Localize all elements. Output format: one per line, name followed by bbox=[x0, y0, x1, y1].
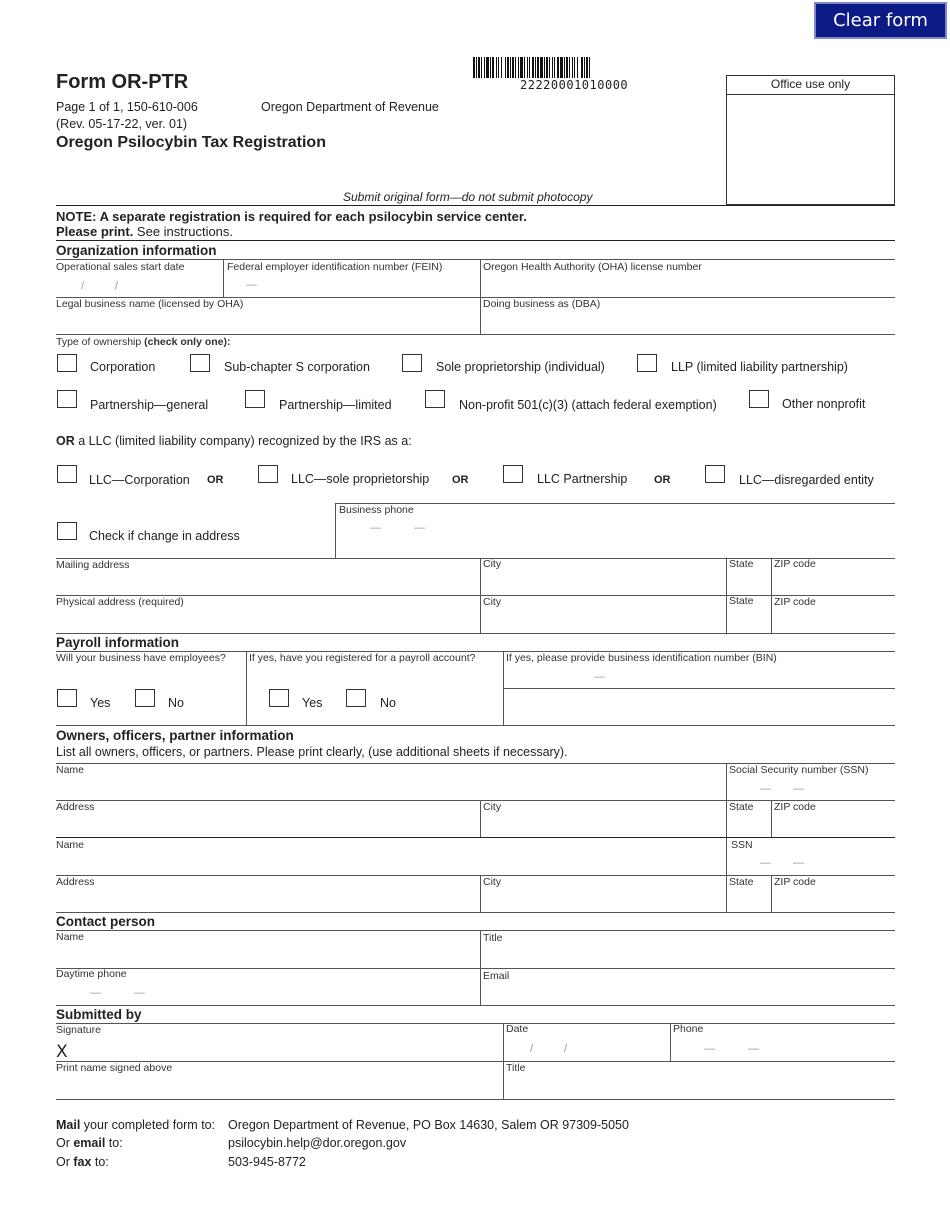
oha-label: Oregon Health Authority (OHA) license number bbox=[483, 261, 702, 273]
owner1-name-label: Name bbox=[56, 764, 85, 776]
signature-label: Signature bbox=[56, 1024, 101, 1036]
llc-intro-text: a LLC (limited liability company) recognized by the IRS as a: bbox=[74, 434, 412, 448]
oha-field[interactable] bbox=[482, 274, 894, 296]
bin-question: If yes, please provide business identification number (BIN) bbox=[506, 652, 777, 664]
contact-title-field[interactable] bbox=[482, 944, 894, 966]
office-use-box bbox=[726, 75, 895, 205]
owner2-city-field[interactable] bbox=[482, 889, 724, 910]
please-print-bold: Please print. bbox=[56, 224, 134, 239]
owner2-state-label: State bbox=[729, 876, 754, 888]
payroll-yes-label: Yes bbox=[302, 696, 323, 710]
employees-question: Will your business have employees? bbox=[56, 652, 226, 664]
mail-bold: Mail bbox=[56, 1118, 81, 1132]
llc-sole-proprietorship-checkbox[interactable] bbox=[258, 465, 278, 483]
physical-city-label: City bbox=[483, 596, 502, 608]
mailing-zip-label: ZIP code bbox=[774, 558, 816, 570]
fax-pre: Or bbox=[56, 1155, 74, 1169]
physical-address-label: Physical address (required) bbox=[56, 596, 184, 608]
owner2-state-field[interactable] bbox=[728, 889, 769, 910]
owner2-name-label: Name bbox=[56, 839, 85, 851]
contact-email-label: Email bbox=[483, 970, 510, 982]
change-address-checkbox[interactable] bbox=[57, 522, 77, 540]
llc-intro bbox=[56, 434, 412, 448]
physical-state-label: State bbox=[729, 595, 754, 607]
corporation-label: Corporation bbox=[90, 360, 156, 374]
legal-name-field[interactable] bbox=[56, 311, 478, 333]
other-nonprofit-label: Other nonprofit bbox=[782, 397, 866, 411]
form-name: Oregon Psilocybin Tax Registration bbox=[56, 134, 326, 151]
section-contact: Contact person bbox=[56, 914, 156, 929]
mailing-address-field[interactable] bbox=[56, 572, 478, 594]
email-bold: email bbox=[73, 1136, 106, 1150]
partnership-general-checkbox[interactable] bbox=[57, 390, 77, 408]
physical-city-field[interactable] bbox=[482, 609, 724, 631]
owner1-name-field[interactable] bbox=[56, 777, 724, 799]
section-submitted-by: Submitted by bbox=[56, 1007, 142, 1022]
contact-phone-field[interactable] bbox=[56, 981, 478, 1003]
mail-label bbox=[56, 1118, 215, 1132]
barcode-number: 22220001010000 bbox=[520, 78, 629, 92]
employees-yes-checkbox[interactable] bbox=[57, 689, 77, 707]
owner1-city-label: City bbox=[483, 801, 502, 813]
contact-phone-label: Daytime phone bbox=[56, 968, 127, 980]
llp-checkbox[interactable] bbox=[637, 354, 657, 372]
payroll-no-label: No bbox=[380, 696, 396, 710]
mail-address: Oregon Department of Revenue, PO Box 14630, Salem OR 97309-5050 bbox=[228, 1118, 629, 1132]
sole-proprietorship-checkbox[interactable] bbox=[402, 354, 422, 372]
llc-sole-proprietorship-label: LLC—sole proprietorship bbox=[291, 472, 430, 486]
barcode bbox=[473, 57, 685, 79]
change-address-label: Check if change in address bbox=[89, 529, 240, 543]
fax-label bbox=[56, 1155, 109, 1169]
business-phone-field[interactable] bbox=[337, 517, 893, 555]
owner2-zip-label: ZIP code bbox=[774, 876, 816, 888]
submit-phone-label: Phone bbox=[673, 1023, 704, 1035]
employees-no-checkbox[interactable] bbox=[135, 689, 155, 707]
sole-proprietorship-label: Sole proprietorship (individual) bbox=[436, 360, 605, 374]
mailing-address-label: Mailing address bbox=[56, 559, 130, 571]
partnership-general-label: Partnership—general bbox=[90, 398, 209, 412]
section-organization: Organization information bbox=[56, 243, 217, 258]
submit-date-label: Date bbox=[506, 1023, 529, 1035]
fax-bold: fax bbox=[73, 1155, 92, 1169]
physical-state-field[interactable] bbox=[728, 609, 769, 631]
department: Oregon Department of Revenue bbox=[261, 100, 439, 114]
mailing-city-label: City bbox=[483, 558, 502, 570]
bin-field[interactable] bbox=[505, 666, 894, 687]
revision: (Rev. 05-17-22, ver. 01) bbox=[56, 117, 188, 131]
owner1-zip-label: ZIP code bbox=[774, 801, 816, 813]
llc-or: OR bbox=[56, 434, 75, 448]
payroll-account-question: If yes, have you registered for a payroll account? bbox=[249, 652, 476, 664]
email-address: psilocybin.help@dor.oregon.gov bbox=[228, 1136, 407, 1150]
mailing-state-label: State bbox=[729, 558, 754, 570]
sub-s-corporation-label: Sub-chapter S corporation bbox=[224, 360, 370, 374]
physical-zip-label: ZIP code bbox=[774, 596, 816, 608]
owner2-ssn-label: SSN bbox=[731, 839, 753, 851]
owner2-city-label: City bbox=[483, 876, 502, 888]
owner1-state-field[interactable] bbox=[728, 814, 769, 835]
owners-instructions: List all owners, officers, or partners. Please print clearly, (use additional sheets if necessary). bbox=[56, 745, 568, 759]
page-info: Page 1 of 1, 150-610-006 bbox=[56, 100, 198, 114]
form-title: Form OR-PTR bbox=[56, 71, 189, 93]
mailing-city-field[interactable] bbox=[482, 572, 724, 594]
owner1-ssn-field[interactable] bbox=[728, 777, 894, 799]
clear-form-button[interactable]: Clear form bbox=[814, 2, 947, 39]
mailing-state-field[interactable] bbox=[728, 572, 769, 594]
section-payroll: Payroll information bbox=[56, 635, 180, 650]
payroll-yes-checkbox[interactable] bbox=[269, 689, 289, 707]
fax-number: 503-945-8772 bbox=[228, 1155, 306, 1169]
payroll-no-checkbox[interactable] bbox=[346, 689, 366, 707]
dba-field[interactable] bbox=[482, 311, 894, 333]
email-pre: Or bbox=[56, 1136, 74, 1150]
signature-x-mark: X bbox=[56, 1042, 68, 1062]
see-instructions: See instructions. bbox=[133, 224, 234, 239]
submit-note: Submit original form—do not submit photocopy bbox=[343, 190, 593, 204]
fax-post: to: bbox=[91, 1155, 109, 1169]
llc-corporation-label: LLC—Corporation bbox=[89, 473, 190, 487]
contact-name-field[interactable] bbox=[56, 944, 478, 966]
owner1-address-field[interactable] bbox=[56, 814, 478, 835]
llc-corporation-checkbox[interactable] bbox=[57, 465, 77, 483]
sub-s-corporation-checkbox[interactable] bbox=[190, 354, 210, 372]
employees-yes-label: Yes bbox=[90, 696, 111, 710]
owner1-ssn-label: Social Security number (SSN) bbox=[729, 764, 869, 776]
owner1-address-label: Address bbox=[56, 801, 95, 813]
ownership-label bbox=[56, 336, 231, 348]
ownership-label-text: Type of ownership bbox=[56, 336, 145, 348]
physical-zip-field[interactable] bbox=[773, 609, 894, 631]
other-nonprofit-checkbox[interactable] bbox=[749, 390, 769, 408]
corporation-checkbox[interactable] bbox=[57, 354, 77, 372]
owner1-zip-field[interactable] bbox=[773, 814, 894, 835]
contact-name-label: Name bbox=[56, 931, 85, 943]
submit-date-field[interactable] bbox=[505, 1038, 668, 1059]
email-post: to: bbox=[105, 1136, 123, 1150]
signature-field[interactable] bbox=[76, 1038, 501, 1059]
fein-field[interactable] bbox=[225, 274, 478, 296]
non-profit-label: Non-profit 501(c)(3) (attach federal exemption) bbox=[459, 398, 717, 412]
start-date-label: Operational sales start date bbox=[56, 261, 185, 273]
owner2-zip-field[interactable] bbox=[773, 889, 894, 910]
owner2-address-label: Address bbox=[56, 876, 95, 888]
owner1-state-label: State bbox=[729, 801, 754, 813]
mailing-zip-field[interactable] bbox=[773, 572, 894, 594]
start-date-field[interactable] bbox=[56, 274, 221, 296]
mail-rest: your completed form to: bbox=[80, 1118, 216, 1132]
print-name-label: Print name signed above bbox=[56, 1062, 173, 1074]
llc-disregarded-checkbox[interactable] bbox=[705, 465, 725, 483]
employees-no-label: No bbox=[168, 696, 184, 710]
contact-email-field[interactable] bbox=[482, 981, 894, 1003]
email-label bbox=[56, 1136, 123, 1150]
contact-title-label: Title bbox=[483, 932, 503, 944]
submit-title-label: Title bbox=[506, 1062, 526, 1074]
owner2-address-field[interactable] bbox=[56, 889, 478, 910]
llp-label: LLP (limited liability partnership) bbox=[671, 360, 848, 374]
note-separate-registration: NOTE: A separate registration is required for each psilocybin service center. bbox=[56, 209, 527, 224]
fein-label: Federal employer identification number (FEIN) bbox=[227, 261, 443, 273]
submit-title-field[interactable] bbox=[505, 1075, 894, 1097]
partnership-limited-label: Partnership—limited bbox=[279, 398, 392, 412]
legal-name-label: Legal business name (licensed by OHA) bbox=[56, 298, 244, 310]
physical-address-field[interactable] bbox=[56, 609, 478, 631]
office-use-label: Office use only bbox=[727, 76, 894, 95]
non-profit-checkbox[interactable] bbox=[425, 390, 445, 408]
owner2-name-field[interactable] bbox=[56, 852, 724, 873]
llc-partnership-checkbox[interactable] bbox=[503, 465, 523, 483]
submit-phone-field[interactable] bbox=[672, 1038, 894, 1059]
llc-disregarded-label: LLC—disregarded entity bbox=[739, 473, 874, 487]
llc-partnership-label: LLC Partnership bbox=[537, 472, 628, 486]
print-name-field[interactable] bbox=[56, 1075, 501, 1097]
section-owners: Owners, officers, partner information bbox=[56, 728, 294, 743]
please-print-note bbox=[56, 224, 233, 239]
owner1-city-field[interactable] bbox=[482, 814, 724, 835]
owner2-ssn-field[interactable] bbox=[728, 852, 894, 873]
dba-label: Doing business as (DBA) bbox=[483, 298, 601, 310]
ownership-check-one: (check only one): bbox=[144, 336, 231, 348]
partnership-limited-checkbox[interactable] bbox=[245, 390, 265, 408]
business-phone-label: Business phone bbox=[339, 504, 414, 516]
